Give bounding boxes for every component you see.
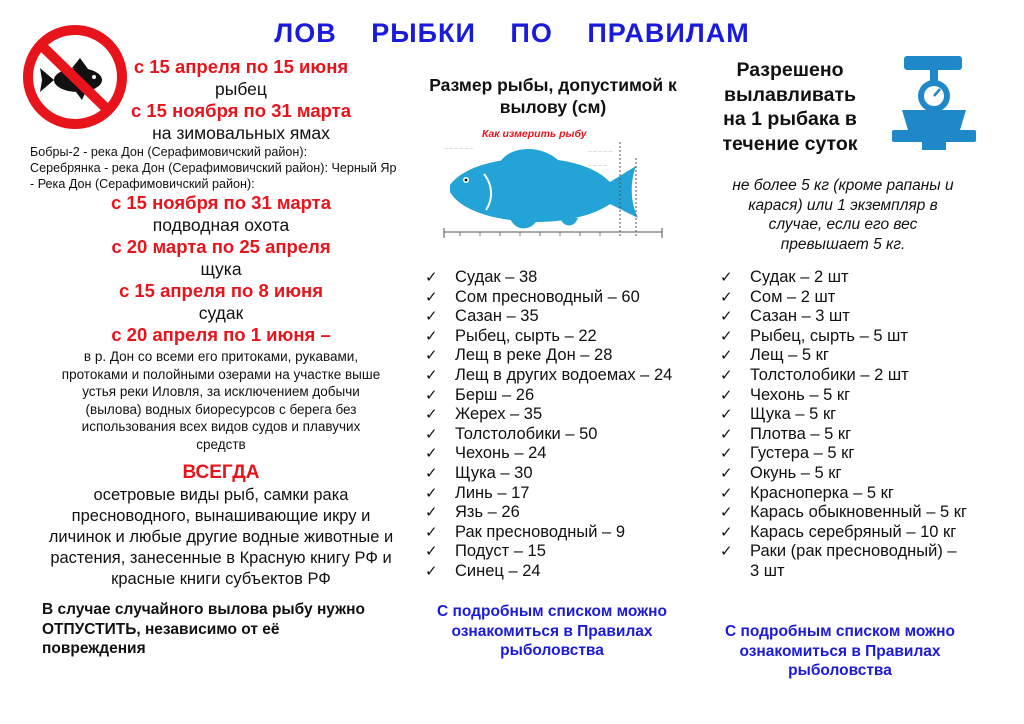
size-item-text: Судак – 38	[455, 268, 538, 286]
always-line: личинок и любые другие водные животные и	[48, 528, 394, 546]
always-line: красные книги субъектов РФ	[111, 570, 331, 588]
rules-link-line: С подробным списком можно	[725, 623, 955, 640]
size-item-text: Сазан – 35	[455, 307, 539, 326]
limit-heading: Разрешено	[736, 59, 844, 81]
rules-link-line: рыболовства	[788, 662, 892, 679]
size-item	[425, 386, 705, 406]
size-item	[425, 405, 705, 425]
check-icon: ✓	[720, 406, 733, 424]
limit-item	[720, 268, 970, 288]
release-note-line: повреждения	[42, 640, 146, 657]
diagram-title: Как измерить рыбу	[482, 128, 587, 140]
size-item	[425, 268, 705, 288]
fish-zander: судак	[198, 303, 244, 323]
limit-item-text: Толстолобики – 2 шт	[750, 365, 909, 384]
check-icon: ✓	[425, 562, 438, 580]
limit-heading: на 1 рыбака в	[723, 108, 857, 130]
size-item	[425, 484, 705, 504]
scale-icon	[882, 48, 992, 158]
diagram-note: — — — — — —	[444, 145, 474, 150]
size-item	[425, 425, 705, 445]
check-icon: ✓	[720, 425, 733, 443]
always-line: растения, занесенные в Красную книгу РФ и	[50, 549, 392, 567]
check-icon: ✓	[720, 347, 733, 365]
always-heading: ВСЕГДА	[182, 462, 260, 483]
limit-item-text: Рыбец, сырть – 5 шт	[750, 326, 908, 345]
wintering-pits: на зимовальных ямах	[152, 123, 330, 143]
check-icon: ✓	[425, 425, 438, 443]
limit-item	[720, 366, 970, 386]
size-item-text: Язь – 26	[455, 503, 520, 522]
check-icon: ✓	[425, 386, 438, 404]
size-item	[425, 346, 705, 366]
diagram-note: — — — — —	[588, 148, 613, 153]
limit-note-line: случае, если его вес	[768, 216, 918, 233]
restriction-line: в р. Дон со всеми его притоками, рукавами,	[83, 349, 359, 364]
restriction-line: устья реки Иловля, за исключением добычи	[82, 384, 360, 399]
size-item-text: Щука – 30	[455, 463, 533, 482]
limit-item	[720, 464, 970, 484]
diagram-note: — — — —	[588, 162, 608, 167]
size-item-text: Толстолобики – 50	[455, 424, 598, 443]
size-item-text: Подуст – 15	[455, 542, 546, 561]
limit-item	[720, 484, 970, 504]
spearfishing: подводная охота	[152, 215, 290, 235]
size-item-text: Сом пресноводный – 60	[455, 287, 640, 306]
size-item-text: Рак пресноводный – 9	[455, 522, 625, 541]
size-item-text: Чехонь – 24	[455, 444, 547, 463]
check-icon: ✓	[720, 327, 733, 345]
limit-item	[720, 405, 970, 425]
page-title: ЛОВ РЫБКИ ПО ПРАВИЛАМ	[274, 18, 750, 48]
always-line: осетровые виды рыб, самки рака	[93, 486, 349, 504]
check-icon: ✓	[720, 288, 733, 306]
check-icon: ✓	[720, 445, 733, 463]
limit-item	[720, 307, 970, 327]
limit-item	[720, 425, 970, 445]
limit-heading: вылавливать	[723, 83, 857, 106]
check-icon: ✓	[425, 464, 438, 482]
limit-item-text: Лещ – 5 кг	[750, 346, 829, 365]
limit-note-line: карася) или 1 экземпляр в	[748, 196, 938, 214]
limit-list	[720, 268, 970, 582]
limit-note-line: не более 5 кг (кроме рапаны и	[732, 177, 954, 194]
size-item-text: Рыбец, сырть – 22	[455, 326, 597, 345]
check-icon: ✓	[425, 504, 438, 522]
size-item	[425, 288, 705, 308]
check-icon: ✓	[425, 445, 438, 463]
check-icon: ✓	[720, 308, 733, 326]
rules-link-line: ознакомиться в Правилах	[739, 642, 941, 660]
limit-heading: течение суток	[722, 132, 858, 155]
limit-item	[720, 288, 970, 308]
limit-item-text: Сом – 2 шт	[750, 287, 836, 306]
size-item	[425, 503, 705, 523]
restriction-line: протоками и полойными озерами на участке выше	[61, 366, 381, 382]
check-icon: ✓	[425, 484, 438, 502]
check-icon: ✓	[425, 523, 438, 541]
limit-item-text: Чехонь – 5 кг	[750, 385, 851, 404]
check-icon: ✓	[425, 543, 438, 561]
size-item	[425, 327, 705, 347]
check-icon: ✓	[720, 269, 733, 286]
size-item	[425, 444, 705, 464]
check-icon: ✓	[425, 269, 438, 286]
size-heading: Размер рыбы, допустимой к	[429, 75, 677, 95]
limit-item	[720, 444, 970, 464]
size-item-text: Лещ в других водоемах – 24	[455, 365, 673, 384]
check-icon: ✓	[425, 288, 438, 306]
check-icon: ✓	[425, 327, 438, 345]
date-range-5: с 15 апреля по 8 июня	[118, 280, 324, 301]
rules-link-line: рыболовства	[500, 642, 604, 659]
measure-fish-diagram	[440, 122, 666, 248]
limit-item-text: Густера – 5 кг	[750, 444, 855, 463]
size-item	[425, 464, 705, 484]
check-icon: ✓	[720, 386, 733, 404]
size-heading: вылову (см)	[499, 97, 607, 117]
limit-item-text: Красноперка – 5 кг	[750, 483, 894, 502]
check-icon: ✓	[425, 308, 438, 326]
size-item-text: Лещ в реке Дон – 28	[455, 346, 613, 365]
limit-item	[720, 386, 970, 406]
size-item	[425, 366, 705, 386]
date-range-4: с 20 марта по 25 апреля	[111, 236, 331, 257]
limit-item	[720, 542, 970, 581]
release-note-line: В случае случайного вылова рыбу нужно	[42, 601, 365, 618]
size-item	[425, 562, 705, 582]
date-range-6: с 20 апреля по 1 июня –	[111, 324, 331, 345]
check-icon: ✓	[425, 347, 438, 365]
rules-link-line: ознакомиться в Правилах	[451, 622, 653, 640]
restriction-line: использования всех видов судов и плавучих	[81, 419, 361, 434]
limit-item	[720, 523, 970, 543]
limit-item-text: Раки (рак пресноводный) – 3 шт	[750, 542, 957, 580]
size-item-text: Жерех – 35	[455, 405, 543, 424]
size-list	[425, 268, 705, 582]
date-range-1: с 15 апреля по 15 июня	[133, 56, 349, 77]
limit-item-text: Карась серебряный – 10 кг	[750, 522, 957, 541]
fish-pike: щука	[200, 259, 242, 279]
limit-item-text: Судак – 2 шт	[750, 268, 849, 286]
size-item	[425, 542, 705, 562]
date-range-2: с 15 ноября по 31 марта	[130, 100, 352, 121]
always-line: пресноводного, вынашивающие икру и	[71, 507, 371, 525]
size-item-text: Берш – 26	[455, 385, 535, 404]
restriction-line: (вылова) водных биоресурсов с берега без	[85, 401, 357, 417]
limit-item	[720, 503, 970, 523]
limit-item-text: Щука – 5 кг	[750, 405, 837, 424]
limit-item-text: Карась обыкновенный – 5 кг	[750, 503, 967, 522]
check-icon: ✓	[720, 484, 733, 502]
size-item-text: Синец – 24	[455, 561, 541, 580]
fish-rybets: рыбец	[215, 79, 267, 99]
limit-item	[720, 346, 970, 366]
limit-item	[720, 327, 970, 347]
release-note-line: ОТПУСТИТЬ, независимо от её	[42, 620, 280, 638]
size-item-text: Линь – 17	[455, 483, 530, 502]
check-icon: ✓	[720, 464, 733, 482]
limit-note-line: превышает 5 кг.	[780, 235, 906, 253]
size-item	[425, 307, 705, 327]
date-range-3: с 15 ноября по 31 марта	[110, 192, 332, 213]
rules-link-line: С подробным списком можно	[437, 603, 667, 620]
size-item	[425, 523, 705, 543]
location-line: Бобры-2 - река Дон (Серафимовичский район):	[30, 145, 308, 159]
check-icon: ✓	[720, 543, 733, 561]
limit-item-text: Сазан – 3 шт	[750, 307, 850, 326]
restriction-line: средств	[196, 436, 246, 452]
limit-item-text: Плотва – 5 кг	[750, 424, 852, 443]
check-icon: ✓	[425, 366, 438, 384]
limit-item-text: Окунь – 5 кг	[750, 463, 842, 482]
check-icon: ✓	[720, 366, 733, 384]
location-line: Серебрянка - река Дон (Серафимовичский район): Черный Яр	[30, 161, 397, 175]
location-line: - Река Дон (Серафимовичский район):	[30, 177, 255, 191]
check-icon: ✓	[720, 504, 733, 522]
check-icon: ✓	[425, 406, 438, 424]
check-icon: ✓	[720, 523, 733, 541]
